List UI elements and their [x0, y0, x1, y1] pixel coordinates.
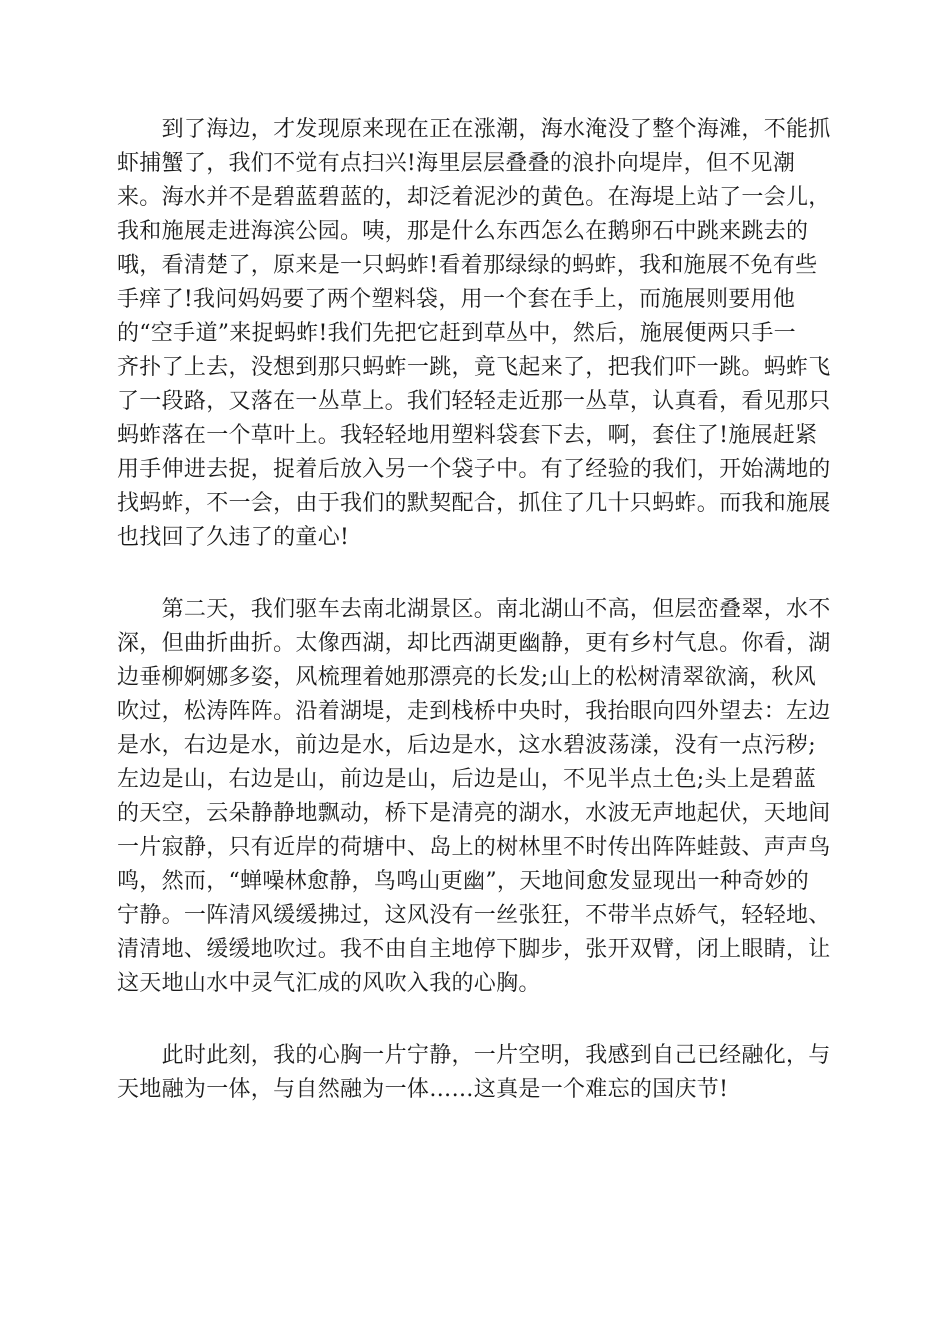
- p2-line-3: 边垂柳婀娜多姿，风梳理着她那漂亮的长发;山上的松树清翠欲滴，秋风: [117, 665, 817, 690]
- p1-line-10: 蚂蚱落在一个草叶上。我轻轻地用塑料袋套下去，啊，套住了!施展赶紧: [117, 423, 818, 448]
- p2-line-10: 宁静。一阵清风缓缓拂过，这风没有一丝张狂，不带半点娇气，轻轻地、: [117, 903, 831, 928]
- p2-line-9: 鸣，然而，“蝉噪林愈静，鸟鸣山更幽”，天地间愈发显现出一种奇妙的: [117, 869, 810, 894]
- p1-line-2: 虾捕蟹了，我们不觉有点扫兴!海里层层叠叠的浪扑向堤岸，但不见潮: [117, 151, 796, 176]
- p1-line-13: 也找回了久违了的童心!: [117, 525, 350, 550]
- p2-line-1: 第二天，我们驱车去南北湖景区。南北湖山不高，但层峦叠翠，水不: [117, 597, 831, 622]
- p1-line-4: 我和施展走进海滨公园。咦，那是什么东西怎么在鹅卵石中跳来跳去的: [117, 219, 809, 244]
- p1-line-3: 来。海水并不是碧蓝碧蓝的，却泛着泥沙的黄色。在海堤上站了一会儿，: [117, 185, 831, 210]
- p2-line-6: 左边是山，右边是山，前边是山，后边是山，不见半点土色;头上是碧蓝: [117, 767, 817, 792]
- p1-line-7: 的“空手道”来捉蚂蚱!我们先把它赶到草丛中，然后，施展便两只手一: [117, 321, 796, 346]
- p2-line-12: 这天地山水中灵气汇成的风吹入我的心胸。: [117, 971, 541, 996]
- p2-line-5: 是水，右边是水，前边是水，后边是水，这水碧波荡漾，没有一点污秽;: [117, 733, 817, 758]
- p2-line-4: 吹过，松涛阵阵。沿着湖堤，走到栈桥中央时，我抬眼向四外望去：左边: [117, 699, 831, 724]
- p1-line-6: 手痒了!我问妈妈要了两个塑料袋，用一个套在手上，而施展则要用他: [117, 287, 796, 312]
- p2-line-8: 一片寂静，只有近岸的荷塘中、岛上的树林里不时传出阵阵蛙鼓、声声鸟: [117, 835, 831, 860]
- p1-line-12: 找蚂蚱，不一会，由于我们的默契配合，抓住了几十只蚂蚱。而我和施展: [117, 491, 831, 516]
- p1-line-9: 了一段路，又落在一丛草上。我们轻轻走近那一丛草，认真看，看见那只: [117, 389, 831, 414]
- p2-line-2: 深，但曲折曲折。太像西湖，却比西湖更幽静，更有乡村气息。你看，湖: [117, 631, 831, 656]
- p1-line-8: 齐扑了上去，没想到那只蚂蚱一跳，竟飞起来了，把我们吓一跳。蚂蚱飞: [117, 355, 831, 380]
- p2-line-11: 清清地、缓缓地吹过。我不由自主地停下脚步，张开双臂，闭上眼睛，让: [117, 937, 831, 962]
- p3-line-2: 天地融为一体，与自然融为一体……这真是一个难忘的国庆节!: [117, 1077, 729, 1102]
- p1-line-5: 哦，看清楚了，原来是一只蚂蚱!看着那绿绿的蚂蚱，我和施展不免有些: [117, 253, 818, 278]
- p2-line-7: 的天空，云朵静静地飘动，桥下是清亮的湖水，水波无声地起伏，天地间: [117, 801, 831, 826]
- p3-line-1: 此时此刻，我的心胸一片宁静，一片空明，我感到自己已经融化，与: [117, 1043, 831, 1068]
- p1-line-11: 用手伸进去捉，捉着后放入另一个袋子中。有了经验的我们，开始满地的: [117, 457, 831, 482]
- p1-line-1: 到了海边，才发现原来现在正在涨潮，海水淹没了整个海滩，不能抓: [117, 117, 831, 142]
